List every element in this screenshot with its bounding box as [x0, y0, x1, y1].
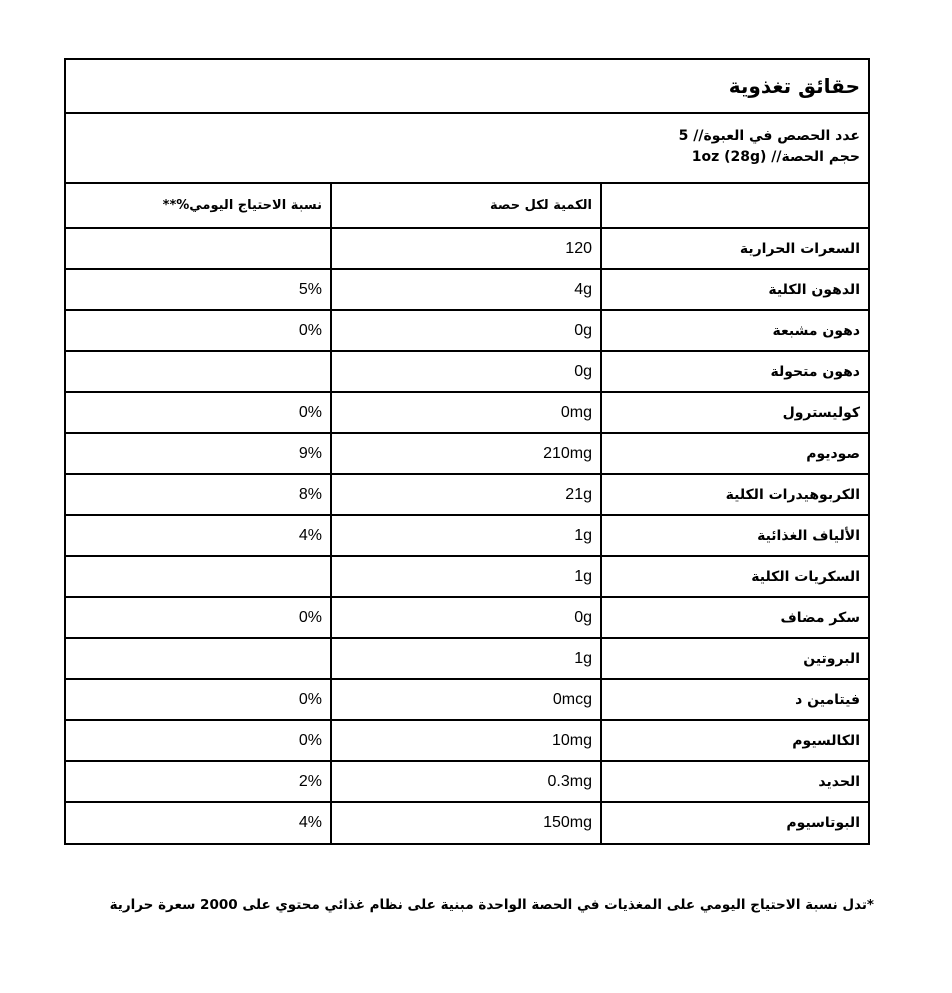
table-row [66, 597, 868, 638]
nutrient-name: الألياف الغذائية [601, 515, 868, 556]
serving-size: حجم الحصة// 1oz (28g) [691, 149, 860, 165]
amount: 150mg [331, 802, 601, 843]
amount: 0mcg [331, 679, 601, 720]
nutrient-name: الكالسيوم [601, 720, 868, 761]
table-row [66, 392, 868, 433]
amount: 10mg [331, 720, 601, 761]
header-row [66, 184, 868, 228]
amount: 21g [331, 474, 601, 515]
header-nutrient [601, 184, 868, 228]
daily-value: 0% [66, 597, 331, 638]
table-row [66, 638, 868, 679]
table-title: حقائق تغذوية [66, 60, 868, 114]
table-row [66, 802, 868, 843]
daily-value: 8% [66, 474, 331, 515]
table-row [66, 310, 868, 351]
nutrient-name: الحديد [601, 761, 868, 802]
nutrient-name: فيتامين د [601, 679, 868, 720]
amount: 0g [331, 310, 601, 351]
daily-value: 4% [66, 515, 331, 556]
daily-value: 9% [66, 433, 331, 474]
daily-value: 0% [66, 392, 331, 433]
daily-value [66, 351, 331, 392]
amount: 0g [331, 597, 601, 638]
amount: 0.3mg [331, 761, 601, 802]
servings-per-container: عدد الحصص في العبوة// 5 [678, 128, 860, 144]
table-row [66, 720, 868, 761]
table-row [66, 515, 868, 556]
nutrient-name: الكربوهيدرات الكلية [601, 474, 868, 515]
nutrition-facts-table [64, 58, 870, 845]
table-row [66, 761, 868, 802]
daily-value: 0% [66, 679, 331, 720]
table-row [66, 269, 868, 310]
footnote: *تدل نسبة الاحتياج اليومي على المغذيات في الحصة الواحدة مبنية على نظام غذائي محتوي على 2000 سعرة حرارية [109, 897, 874, 913]
header-daily-value: نسبة الاحتياج اليومي%** [66, 184, 331, 228]
daily-value: 0% [66, 720, 331, 761]
daily-value: 4% [298, 814, 322, 831]
nutrient-name: السعرات الحرارية [601, 228, 868, 269]
table-row [66, 228, 868, 269]
servings-info [66, 114, 868, 184]
amount: 4g [331, 269, 601, 310]
amount: 0mg [331, 392, 601, 433]
amount: 120 [331, 228, 601, 269]
table-row [66, 474, 868, 515]
nutrient-name: دهون متحولة [601, 351, 868, 392]
daily-value [66, 556, 331, 597]
table-row [66, 679, 868, 720]
daily-value [66, 228, 331, 269]
nutrient-name: السكريات الكلية [601, 556, 868, 597]
table-row [66, 351, 868, 392]
amount: 1g [331, 556, 601, 597]
table-row [66, 433, 868, 474]
daily-value: 0% [66, 310, 331, 351]
daily-value [66, 638, 331, 679]
table-row [66, 556, 868, 597]
nutrient-name: البوتاسيوم [601, 802, 868, 843]
nutrient-name: دهون مشبعة [601, 310, 868, 351]
amount: 1g [331, 638, 601, 679]
nutrients-table [66, 184, 868, 843]
amount: 1g [331, 515, 601, 556]
daily-value: 5% [66, 269, 331, 310]
nutrient-name: صوديوم [601, 433, 868, 474]
nutrient-name: سكر مضاف [601, 597, 868, 638]
nutrient-name: كوليسترول [601, 392, 868, 433]
nutrient-name: البروتين [601, 638, 868, 679]
amount: 0g [331, 351, 601, 392]
header-amount: الكمية لكل حصة [331, 184, 601, 228]
nutrient-name: الدهون الكلية [601, 269, 868, 310]
amount: 210mg [331, 433, 601, 474]
daily-value: 2% [66, 761, 331, 802]
